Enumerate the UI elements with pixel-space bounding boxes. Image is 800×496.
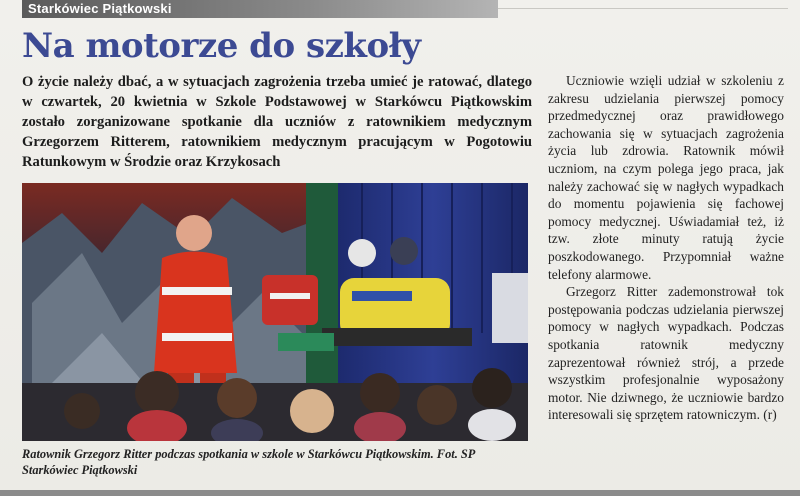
body-paragraph: Grzegorz Ritter zademonstrował tok postępowania podczas udzielania pierwszej pomocy w nagłych wypadkach. Podczas spotkania ratownik medyczny zaprezentował również strój, a przede wszystkim profesjonalnie wyposażony motor. Nie dziwnego, że uczniowie bardzo interesowali się sprzętem ratowniczym. (r) [548, 284, 784, 423]
article-lead: O życie należy dbać, a w sytuacjach zagrożenia trzeba umieć je ratować, dlatego w czwartek, 20 kwietnia w Szkole Podstawowej w Starkówcu Piątkowskim zostało zorganizowane spotkanie dla uczniów z ratownikiem medycznym Grzegorzem Ritterem, ratownikiem medycznym pracującym w Pogotowiu Ratunkowym w Środzie oraz Krzykosach [22, 74, 532, 170]
top-rule [498, 8, 788, 9]
photo-illustration [22, 183, 528, 441]
section-header-bar [22, 0, 498, 18]
article-photo [22, 183, 528, 441]
body-paragraph: Uczniowie wzięli udział w szkoleniu z zakresu udzielania pierwszej pomocy przedmedycznej oraz prawidłowego zachowania się w sytuacjach zagrożenia życia lub zdrowia. Ratownik mówił uczniom, na czym polega jego praca, jak należy zachować się w nagłych wypadkach do momentu pojawienia się fachowej pomocy medycznej. Uświadamiał też, iż tzw. złote minuty ratują życie poszkodowanego. Przypomniał ważne telefony alarmowe. [548, 73, 784, 282]
white-wall [492, 273, 528, 343]
photo-caption: Ratownik Grzegorz Ritter podczas spotkania w szkole w Starkówcu Piątkowskim. Fot. SP Starkówiec Piątkowski [22, 447, 475, 477]
section-label: Starkówiec Piątkowski [28, 1, 172, 16]
article-headline: Na motorze do szkoły [22, 26, 421, 66]
bottom-rule [0, 490, 800, 496]
article-body-column [548, 72, 784, 424]
